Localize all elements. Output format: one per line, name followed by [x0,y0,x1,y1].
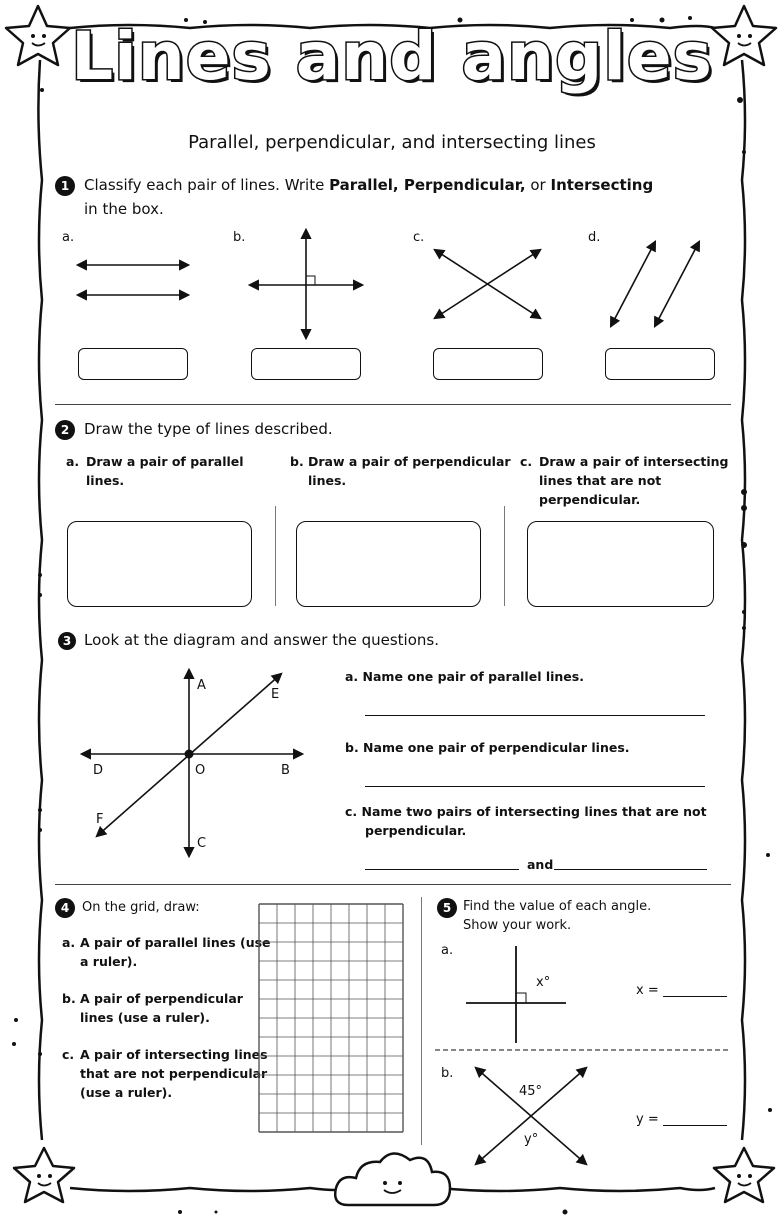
q2a-line1: Draw a pair of parallel [86,454,244,469]
q4c-line3: (use a ruler). [80,1085,173,1100]
q1-label-b: b. [233,230,246,245]
q2c-line3: perpendicular. [539,492,641,507]
q3c-and: and [527,857,554,872]
q2c-letter: c. [520,454,533,469]
q5a-answer-label: x = [636,983,659,998]
q2b-letter: b. [290,454,304,469]
question-2-prompt: Draw the type of lines described. [84,420,333,438]
q4c-line1: A pair of intersecting lines [80,1047,268,1062]
question-1-text-2: or [525,176,551,194]
question-3-prompt: Look at the diagram and answer the questions. [84,631,439,649]
question-2-badge: 2 [55,420,75,440]
q4c-line2: that are not perpendicular [80,1066,268,1081]
question-4-badge: 4 [55,898,75,918]
point-label-b: B [281,763,290,778]
q5b-angle-label-1: 45° [519,1084,543,1099]
point-label-c: C [197,836,207,851]
q2c-line2: lines that are not [539,473,662,488]
q3a-question: a. Name one pair of parallel lines. [345,669,584,684]
question-1-prompt-line2: in the box. [84,200,164,218]
point-label-e: E [271,687,280,702]
point-label-a: A [197,678,206,693]
q5b-angle-label-2: y° [524,1132,539,1147]
q2a-line2: lines. [86,473,125,488]
q4c-letter: c. [62,1047,75,1062]
question-1-badge: 1 [55,176,75,196]
q1-label-c: c. [413,230,425,245]
q2b-line2: lines. [308,473,347,488]
question-1-bold-1: Parallel, Perpendicular, [329,176,526,194]
question-5-badge: 5 [437,898,457,918]
q1-label-a: a. [62,230,75,245]
question-1-text: Classify each pair of lines. Write [84,176,330,194]
q3c-question: c. Name two pairs of intersecting lines that are not [345,804,707,819]
q2b-line1: Draw a pair of perpendicular [308,454,511,469]
question-5-prompt-line2: Show your work. [463,918,572,933]
question-4-prompt: On the grid, draw: [82,900,200,915]
q3c-question-line2: perpendicular. [365,823,467,838]
q5b-letter: b. [441,1066,454,1081]
q2a-letter: a. [66,454,80,469]
point-label-f: F [96,812,104,827]
question-5-prompt-line1: Find the value of each angle. [463,899,652,914]
q5b-answer-line[interactable] [663,1125,727,1126]
q2c-line1: Draw a pair of intersecting [539,454,729,469]
q4a-line2: a ruler). [80,954,138,969]
point-label-d: D [93,763,104,778]
q5b-answer-label: y = [636,1112,659,1127]
point-label-o: O [195,763,206,778]
q4b-line1: A pair of perpendicular [80,991,243,1006]
q1-label-d: d. [588,230,601,245]
q5a-angle-label: x° [536,975,551,990]
q4b-line2: lines (use a ruler). [80,1010,210,1025]
q5a-answer-line[interactable] [663,996,727,997]
question-1-bold-2: Intersecting [550,176,654,194]
q4b-letter: b. [62,991,76,1006]
q3b-question: b. Name one pair of perpendicular lines. [345,740,630,755]
q4a-line1: A pair of parallel lines (use [80,935,271,950]
page-subtitle: Parallel, perpendicular, and intersecting lines [188,132,596,153]
page-title: Lines and angles [71,18,713,95]
q5a-letter: a. [441,943,454,958]
q4a-letter: a. [62,935,76,950]
question-3-badge: 3 [58,632,76,650]
